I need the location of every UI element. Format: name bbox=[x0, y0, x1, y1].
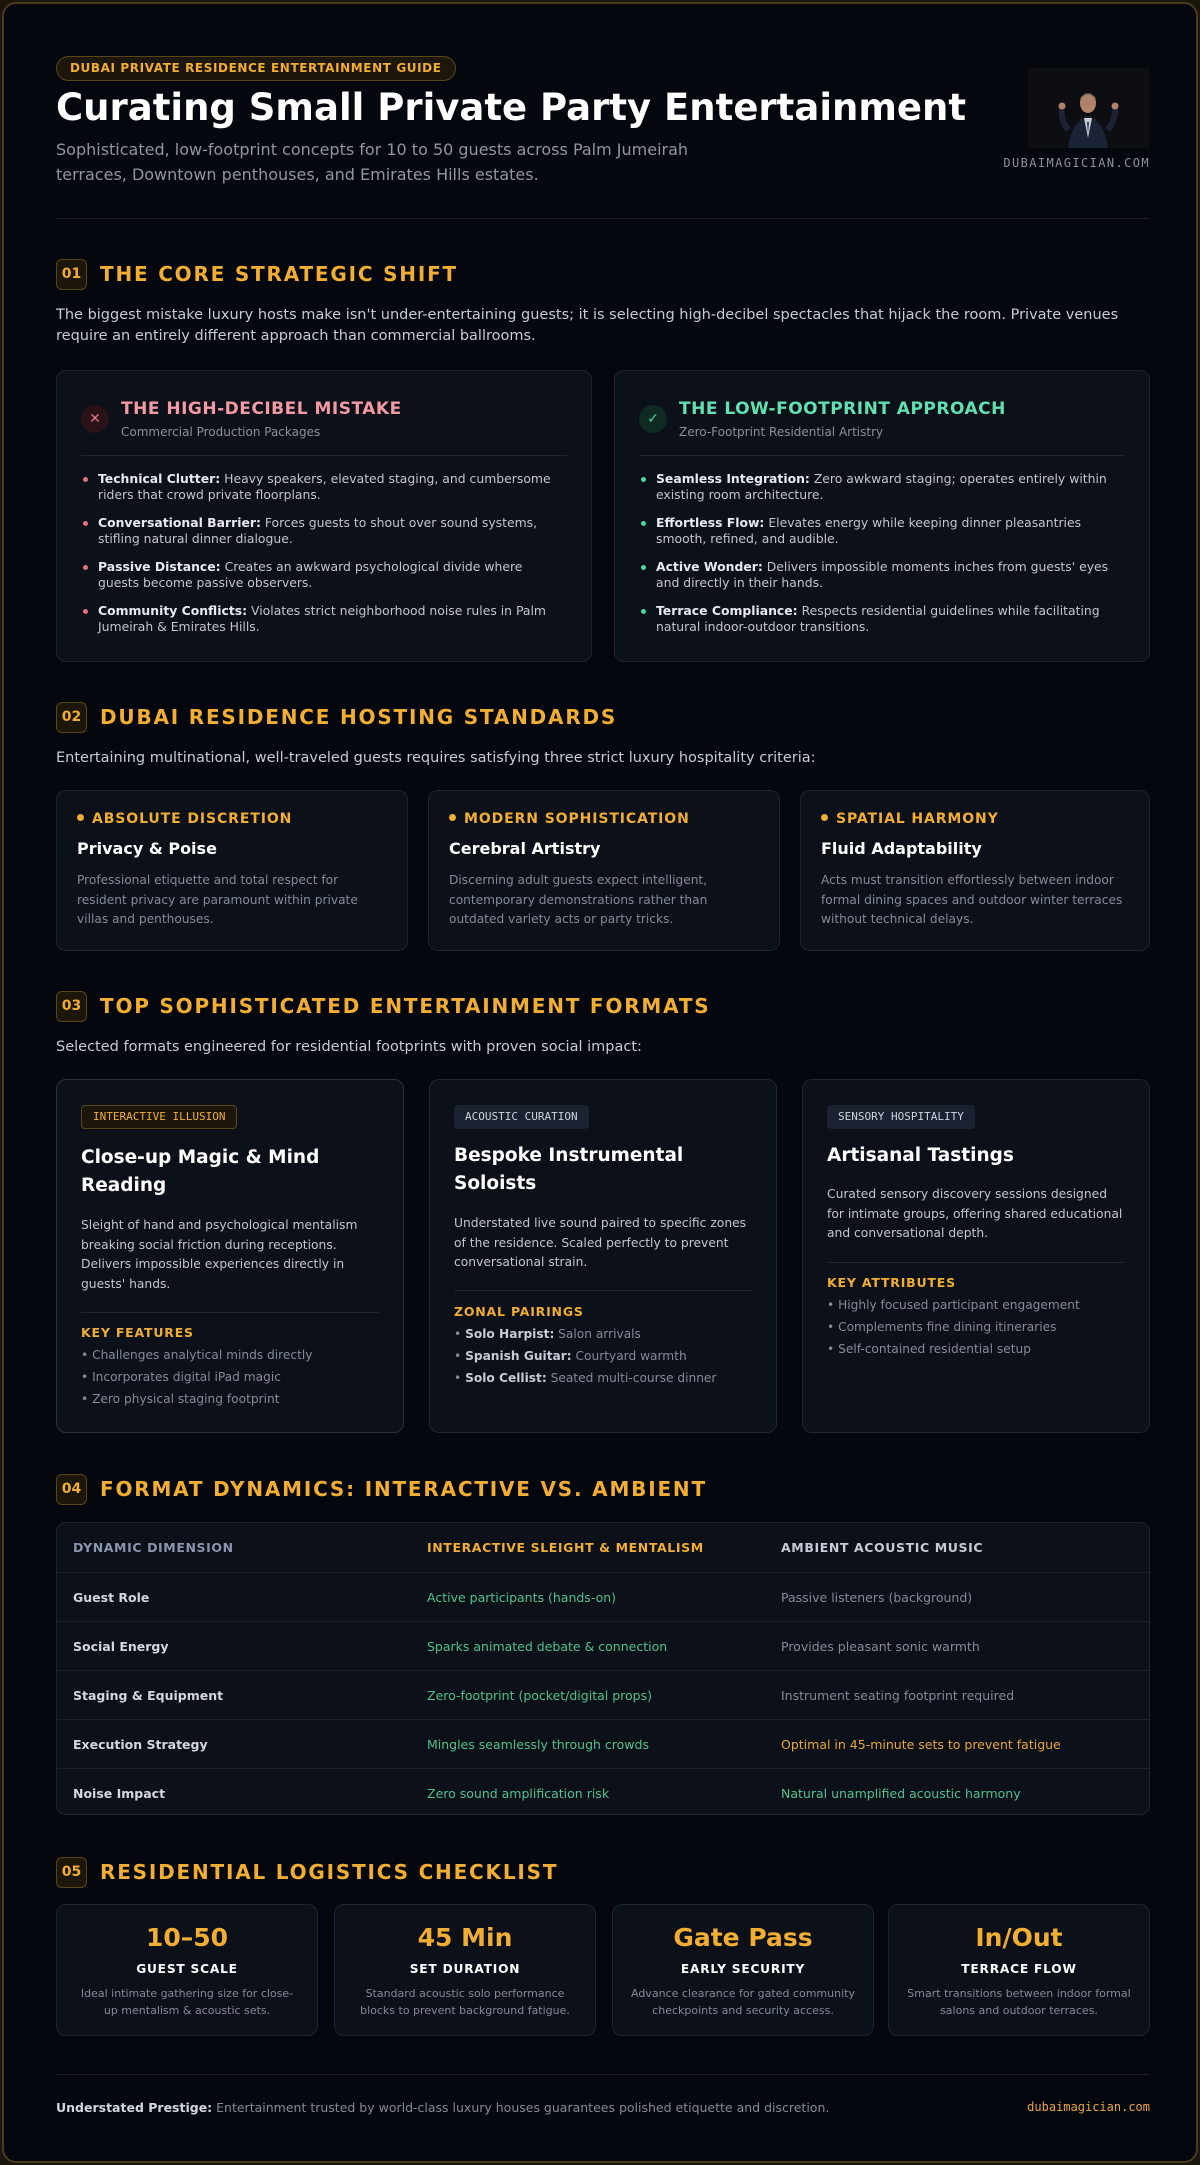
footer-divider bbox=[56, 2074, 1150, 2075]
card-divider bbox=[827, 1262, 1125, 1263]
interactive-cell: Active participants (hands-on) bbox=[427, 1589, 617, 1605]
page-frame bbox=[2, 2, 1198, 2163]
list-item: Passive Distance: Creates an awkward psychological divide where guests become passive observers. bbox=[81, 559, 567, 591]
stat-label: GUEST SCALE bbox=[136, 1962, 238, 1976]
list-item: • Incorporates digital iPad magic bbox=[81, 1370, 281, 1384]
section-title: THE CORE STRATEGIC SHIFT bbox=[100, 262, 458, 286]
standard-card-harmony bbox=[800, 790, 1150, 951]
list-item: • Highly focused participant engagement bbox=[827, 1298, 1080, 1312]
stat-description: Standard acoustic solo performance blocks to prevent background fatigue. bbox=[360, 1987, 570, 2017]
mistake-list bbox=[81, 471, 567, 647]
ambient-cell: Optimal in 45-minute sets to prevent fatigue bbox=[781, 1736, 1061, 1752]
card-title: Cerebral Artistry bbox=[449, 839, 601, 858]
table-row bbox=[57, 1768, 1150, 1815]
card-description: Sleight of hand and psychological mentalism breaking social friction during receptions. Delivers impossible experiences directly in guests' hands. bbox=[81, 1218, 358, 1291]
table-row bbox=[57, 1572, 1150, 1621]
list-item: Technical Clutter: Heavy speakers, elevated staging, and cumbersome riders that crowd private floorplans. bbox=[81, 471, 567, 503]
section-2-heading bbox=[56, 701, 617, 733]
section-number: 01 bbox=[56, 259, 87, 290]
list-item: • Challenges analytical minds directly bbox=[81, 1348, 313, 1362]
list-item: • Zero physical staging footprint bbox=[81, 1392, 280, 1406]
list-item: • Solo Cellist: Seated multi-course dinner bbox=[454, 1371, 717, 1385]
pairing-list bbox=[454, 1323, 758, 1389]
interactive-cell: Zero-footprint (pocket/digital props) bbox=[427, 1687, 652, 1703]
format-tag: INTERACTIVE ILLUSION bbox=[81, 1105, 237, 1129]
interactive-cell: Sparks animated debate & connection bbox=[427, 1638, 668, 1654]
card-title: THE LOW-FOOTPRINT APPROACH bbox=[679, 399, 1006, 419]
format-card-tastings bbox=[802, 1079, 1150, 1433]
section-5-heading bbox=[56, 1856, 558, 1888]
stat-value: In/Out bbox=[975, 1923, 1063, 1952]
table-row bbox=[57, 1719, 1150, 1768]
feature-list bbox=[81, 1344, 385, 1410]
card-kicker: KEY ATTRIBUTES bbox=[827, 1275, 956, 1290]
card-title: Fluid Adaptability bbox=[821, 839, 982, 858]
format-tag: ACOUSTIC CURATION bbox=[454, 1105, 589, 1129]
list-item: Community Conflicts: Violates strict neighborhood noise rules in Palm Jumeirah & Emirates Hills. bbox=[81, 603, 567, 635]
row-dimension: Staging & Equipment bbox=[73, 1687, 224, 1703]
section-4-heading bbox=[56, 1473, 707, 1505]
card-description: Curated sensory discovery sessions designed for intimate groups, offering shared educational and conversational depth. bbox=[827, 1187, 1123, 1240]
column-header: AMBIENT ACOUSTIC MUSIC bbox=[781, 1540, 984, 1555]
interactive-cell: Mingles seamlessly through crowds bbox=[427, 1736, 649, 1752]
card-kicker: KEY FEATURES bbox=[81, 1325, 194, 1340]
stat-card-guest-scale bbox=[56, 1904, 318, 2036]
stat-description: Advance clearance for gated community checkpoints and security access. bbox=[631, 1987, 855, 2017]
footer-site-link[interactable]: dubaimagician.com bbox=[1027, 2100, 1150, 2114]
card-title: THE HIGH-DECIBEL MISTAKE bbox=[121, 399, 402, 419]
list-item: Seamless Integration: Zero awkward staging; operates entirely within existing room architecture. bbox=[639, 471, 1125, 503]
guide-pill: DUBAI PRIVATE RESIDENCE ENTERTAINMENT GUIDE bbox=[56, 56, 456, 81]
card-title: Close-up Magic & Mind Reading bbox=[81, 1147, 320, 1196]
page-subtitle: Sophisticated, low-footprint concepts for 10 to 50 guests across Palm Jumeirah terraces, Downtown penthouses, and Emirates Hills estates. bbox=[56, 140, 689, 184]
format-tag: SENSORY HOSPITALITY bbox=[827, 1105, 975, 1129]
row-dimension: Guest Role bbox=[73, 1589, 150, 1605]
stat-value: 45 Min bbox=[417, 1923, 513, 1952]
row-dimension: Execution Strategy bbox=[73, 1736, 208, 1752]
card-kicker: SPATIAL HARMONY bbox=[821, 811, 999, 827]
section-3-heading bbox=[56, 990, 710, 1022]
section-1-intro: The biggest mistake luxury hosts make isn't under-entertaining guests; it is selecting high-decibel spectacles that hijack the room. Private venues require an entirely different approach than commercial ballrooms. bbox=[56, 307, 1119, 344]
card-divider bbox=[81, 455, 567, 456]
stat-label: EARLY SECURITY bbox=[680, 1962, 806, 1976]
card-subtitle: Commercial Production Packages bbox=[121, 425, 321, 439]
ambient-cell: Passive listeners (background) bbox=[781, 1589, 973, 1605]
section-title: FORMAT DYNAMICS: INTERACTIVE VS. AMBIENT bbox=[100, 1477, 707, 1501]
section-title: TOP SOPHISTICATED ENTERTAINMENT FORMATS bbox=[100, 994, 711, 1018]
section-1-heading bbox=[56, 258, 458, 290]
stat-card-set-duration bbox=[334, 1904, 596, 2036]
page-title: Curating Small Private Party Entertainment bbox=[56, 86, 967, 129]
stat-card-terrace-flow bbox=[888, 1904, 1150, 2036]
stat-label: SET DURATION bbox=[409, 1962, 521, 1976]
card-description: Acts must transition effortlessly between indoor formal dining spaces and outdoor winter terraces without technical delays. bbox=[821, 873, 1123, 926]
stat-value: Gate Pass bbox=[673, 1923, 813, 1952]
stat-description: Smart transitions between indoor formal salons and outdoor terraces. bbox=[907, 1987, 1131, 2017]
card-divider bbox=[639, 455, 1125, 456]
attribute-list bbox=[827, 1294, 1131, 1360]
section-3-intro: Selected formats engineered for residential footprints with proven social impact: bbox=[56, 1039, 642, 1055]
list-item: • Complements fine dining itineraries bbox=[827, 1320, 1057, 1334]
interactive-cell: Zero sound amplification risk bbox=[427, 1785, 610, 1801]
card-kicker: MODERN SOPHISTICATION bbox=[449, 811, 690, 827]
section-2-intro: Entertaining multinational, well-traveled guests requires satisfying three strict luxury hospitality criteria: bbox=[56, 750, 816, 766]
list-item: Active Wonder: Delivers impossible moments inches from guests' eyes and directly in their hands. bbox=[639, 559, 1125, 591]
ambient-cell: Provides pleasant sonic warmth bbox=[781, 1638, 980, 1654]
standard-card-sophistication bbox=[428, 790, 780, 951]
performer-figure-icon bbox=[1028, 68, 1150, 148]
card-description: Discerning adult guests expect intelligent, contemporary demonstrations rather than outdated variety acts or party tricks. bbox=[449, 873, 708, 926]
column-header: INTERACTIVE SLEIGHT & MENTALISM bbox=[427, 1540, 704, 1555]
section-number: 02 bbox=[56, 702, 87, 733]
footer-note: Understated Prestige: Entertainment trusted by world-class luxury houses guarantees polished etiquette and discretion. bbox=[56, 2100, 830, 2115]
card-title: Bespoke Instrumental Soloists bbox=[454, 1145, 684, 1194]
row-dimension: Noise Impact bbox=[73, 1785, 166, 1801]
table-row bbox=[57, 1621, 1150, 1670]
card-description: Understated live sound paired to specific zones of the residence. Scaled perfectly to prevent conversational strain. bbox=[454, 1216, 747, 1269]
stat-value: 10–50 bbox=[145, 1923, 229, 1952]
list-item: Effortless Flow: Elevates energy while keeping dinner pleasantries smooth, refined, and audible. bbox=[639, 515, 1125, 547]
approach-list bbox=[639, 471, 1125, 647]
ambient-cell: Instrument seating footprint required bbox=[781, 1687, 1015, 1703]
list-item: • Solo Harpist: Salon arrivals bbox=[454, 1327, 641, 1341]
ambient-cell: Natural unamplified acoustic harmony bbox=[781, 1785, 1021, 1801]
stat-card-early-security bbox=[612, 1904, 874, 2036]
section-number: 04 bbox=[56, 1474, 87, 1505]
site-label: DUBAIMAGICIAN.COM bbox=[1003, 156, 1150, 170]
row-dimension: Social Energy bbox=[73, 1638, 169, 1654]
card-description: Professional etiquette and total respect for resident privacy are paramount within private villas and penthouses. bbox=[77, 873, 358, 926]
check-icon: ✓ bbox=[639, 405, 667, 433]
section-title: DUBAI RESIDENCE HOSTING STANDARDS bbox=[100, 705, 618, 729]
table-row bbox=[57, 1670, 1150, 1719]
mistake-card bbox=[56, 370, 592, 662]
close-icon: ✕ bbox=[81, 405, 109, 433]
card-subtitle: Zero-Footprint Residential Artistry bbox=[679, 425, 884, 439]
card-divider bbox=[454, 1290, 752, 1291]
performer-photo bbox=[1028, 68, 1150, 148]
list-item: • Self-contained residential setup bbox=[827, 1342, 1031, 1356]
table-header-row bbox=[57, 1523, 1150, 1572]
comparison-table bbox=[56, 1522, 1150, 1815]
header-divider bbox=[56, 218, 1150, 219]
card-kicker: ZONAL PAIRINGS bbox=[454, 1304, 584, 1319]
stat-description: Ideal intimate gathering size for close-up mentalism & acoustic sets. bbox=[80, 1987, 294, 2017]
card-title: Artisanal Tastings bbox=[827, 1145, 1014, 1166]
list-item: Terrace Compliance: Respects residential guidelines while facilitating natural indoor-outdoor transitions. bbox=[639, 603, 1125, 635]
card-kicker: ABSOLUTE DISCRETION bbox=[77, 811, 292, 827]
format-card-soloists bbox=[429, 1079, 777, 1433]
format-card-magic bbox=[56, 1079, 404, 1433]
approach-card bbox=[614, 370, 1150, 662]
list-item: Conversational Barrier: Forces guests to shout over sound systems, stifling natural dinner dialogue. bbox=[81, 515, 567, 547]
list-item: • Spanish Guitar: Courtyard warmth bbox=[454, 1349, 687, 1363]
section-number: 03 bbox=[56, 991, 87, 1022]
stat-label: TERRACE FLOW bbox=[961, 1962, 1077, 1976]
section-title: RESIDENTIAL LOGISTICS CHECKLIST bbox=[100, 1860, 559, 1884]
column-header: DYNAMIC DIMENSION bbox=[73, 1540, 234, 1555]
card-title: Privacy & Poise bbox=[77, 839, 217, 858]
standard-card-discretion bbox=[56, 790, 408, 951]
card-divider bbox=[81, 1312, 379, 1313]
section-number: 05 bbox=[56, 1857, 87, 1888]
